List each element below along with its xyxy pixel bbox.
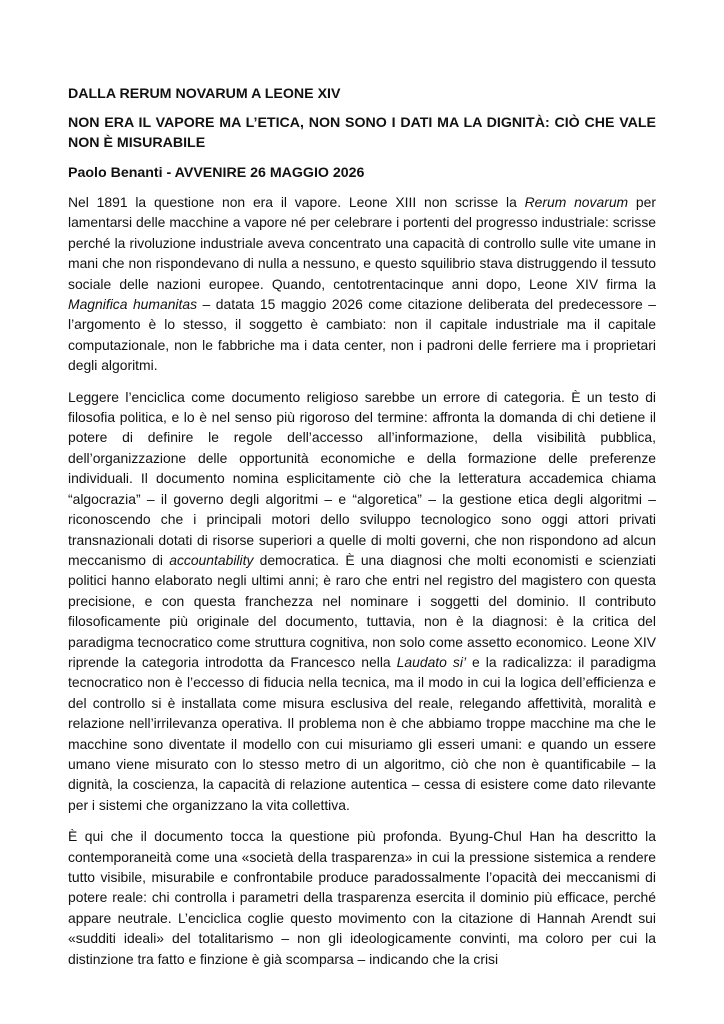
byline: Paolo Benanti - AVVENIRE 26 MAGGIO 2026	[68, 165, 365, 181]
italic-title-laudato-si: Laudato si’	[396, 653, 467, 670]
paragraph-1: Nel 1891 la questione non era il vapore. Leone XIII non scrisse la Rerum novarum per lamentarsi delle macchine a vapore né per celebrare i portenti del progresso industriale: scrisse perché la rivoluzione industriale aveva concentrato una capacità di controllo sulle vite umane in mani che non rispondevano di nulla a nessuno, e questo squilibrio stava distruggendo il tessuto sociale delle nazioni europee. Quando, centotrentacinque anni dopo, Leone XIV firma la Magnifica humanitas – datata 15 maggio 2026 come citazione deliberata del predecessore – l’argomento è lo stesso, il soggetto è cambiato: non il capitale industriale ma il capitale computazionale, non le fabbriche ma i data center, non i padroni delle ferriere ma i proprietari degli algoritmi.	[68, 194, 656, 374]
paragraph-2: Leggere l’enciclica come documento religioso sarebbe un errore di categoria. È un testo di filosofia politica, e lo è nel senso più rigoroso del termine: affronta la domanda di chi detiene il potere di definire le regole dell’accesso all’informazione, della visibilità pubblica, dell’organizzazione delle opportunità economiche e della formazione delle preferenze individuali. Il documento nomina esplicitamente ciò che la letteratura accademica chiama “algocrazia” – il governo degli algoritmi – e “algoretica” – la gestione etica degli algoritmi – riconoscendo che i principali motori dello sviluppo tecnologico sono oggi attori privati transnazionali dotati di risorse superiori a quelle di molti governi, che non rispondono ad alcun meccanismo di accountability democratica. È una diagnosi che molti economisti e scienziati politici hanno elaborato negli ultimi anni; è raro che entri nel registro del magistero con questa precisione, e con questa franchezza nel nominare i soggetti del dominio. Il contributo filosoficamente più originale del documento, tuttavia, non è la diagnosi: è la critica del paradigma tecnocratico come struttura cognitiva, non solo come assetto economico. Leone XIV riprende la categoria introdotta da Francesco nella Laudato si’ e la radicalizza: il paradigma tecnocratico non è l’eccesso di fiducia nella tecnica, ma il modo in cui la logica dell’efficienza e del controllo si è installata come misura esclusiva del reale, relegando affettività, moralità e relazione nell’irrilevanza operativa. Il problema non è che abbiamo troppe macchine ma che le macchine sono diventate il modello con cui misuriamo gli esseri umani: e quando un essere umano viene misurato con lo stesso metro di un algoritmo, ciò che non è quantificabile – la dignità, la coscienza, la capacità di relazione autentica – cessa di esistere come dato rilevante per i sistemi che organizzano la vita collettiva.	[68, 388, 656, 813]
kicker-title: DALLA RERUM NOVARUM A LEONE XIV	[68, 86, 341, 102]
paragraph-3: È qui che il documento tocca la questione più profonda. Byung-Chul Han ha descritto la contemporaneità come una «società della trasparenza» in cui la pressione sistemica a rendere tutto visibile, misurabile e confrontabile produce paradossalmente l’opacità dei meccanismi di potere reale: chi controlla i parametri della trasparenza esercita il dominio più efficace, perché appare neutrale. L’enciclica coglie questo movimento con la citazione di Hannah Arendt sui «sudditi ideali» del totalitarismo – non gli ideologicamente convinti, ma coloro per cui la distinzione tra fatto e finzione è già scomparsa – indicando che la crisi	[68, 828, 656, 967]
headline: NON ERA IL VAPORE MA L’ETICA, NON SONO I DATI MA LA DIGNITÀ: CIÒ CHE VALE NON È MISURABILE	[68, 115, 656, 151]
italic-term-accountability: accountability	[169, 551, 254, 568]
italic-title-magnifica-humanitas: Magnifica humanitas	[68, 296, 198, 313]
italic-title-rerum-novarum: Rerum novarum	[524, 194, 629, 210]
